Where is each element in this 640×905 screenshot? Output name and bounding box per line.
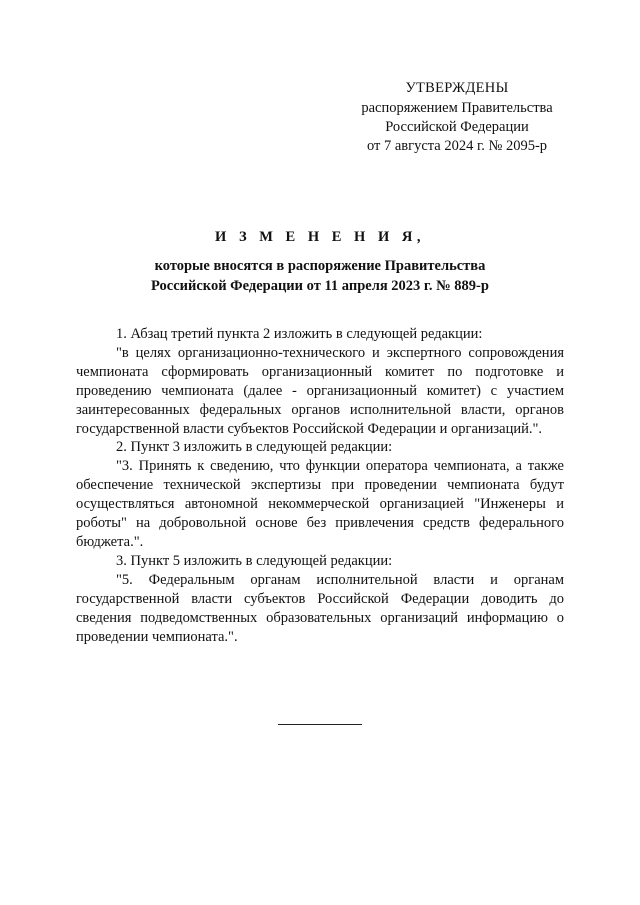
heading-title: И З М Е Н Е Н И Я, xyxy=(215,229,425,245)
body-paragraph: 2. Пункт 3 изложить в следующей редакции: xyxy=(116,439,393,456)
approval-block xyxy=(350,79,564,156)
document-body xyxy=(76,325,564,646)
approval-line-1: распоряжением Правительства xyxy=(361,100,553,116)
document-heading xyxy=(70,227,570,296)
body-paragraph: "5. Федеральным органам исполнительной власти и органам государственной власти субъектов Российской Федерации доводить до сведения подведомственных образовательных организаций информацию о проведении чемпионата.". xyxy=(76,571,564,645)
body-paragraph: 3. Пункт 5 изложить в следующей редакции: xyxy=(116,552,393,569)
approval-line-2: Российской Федерации xyxy=(385,119,529,135)
body-paragraph: "в целях организационно-технического и экспертного сопровождения чемпионата сформировать организационный комитет по подготовке и проведению чемпионата (далее - организационный комитет) с участием заинтересованных федеральных органов исполнительной власти, органов государственной власти субъектов Российской Федерации и организаций.". xyxy=(76,344,564,437)
body-paragraph: "3. Принять к сведению, что функции оператора чемпионата, а также обеспечение технической экспертизы при проведении чемпионата будут осуществляться автономной некоммерческой организацией "Инженеры и роботы" на добровольной основе без привлечения средств федерального бюджета.". xyxy=(76,458,564,550)
body-paragraph: 1. Абзац третий пункта 2 изложить в следующей редакции: xyxy=(116,326,483,342)
heading-line-1: которые вносятся в распоряжение Правительства xyxy=(154,258,486,274)
closing-divider xyxy=(278,724,362,725)
approval-title: УТВЕРЖДЕНЫ xyxy=(405,80,509,96)
heading-line-2: Российской Федерации от 11 апреля 2023 г. № 889-р xyxy=(151,278,489,294)
approval-line-3: от 7 августа 2024 г. № 2095-р xyxy=(366,138,548,154)
